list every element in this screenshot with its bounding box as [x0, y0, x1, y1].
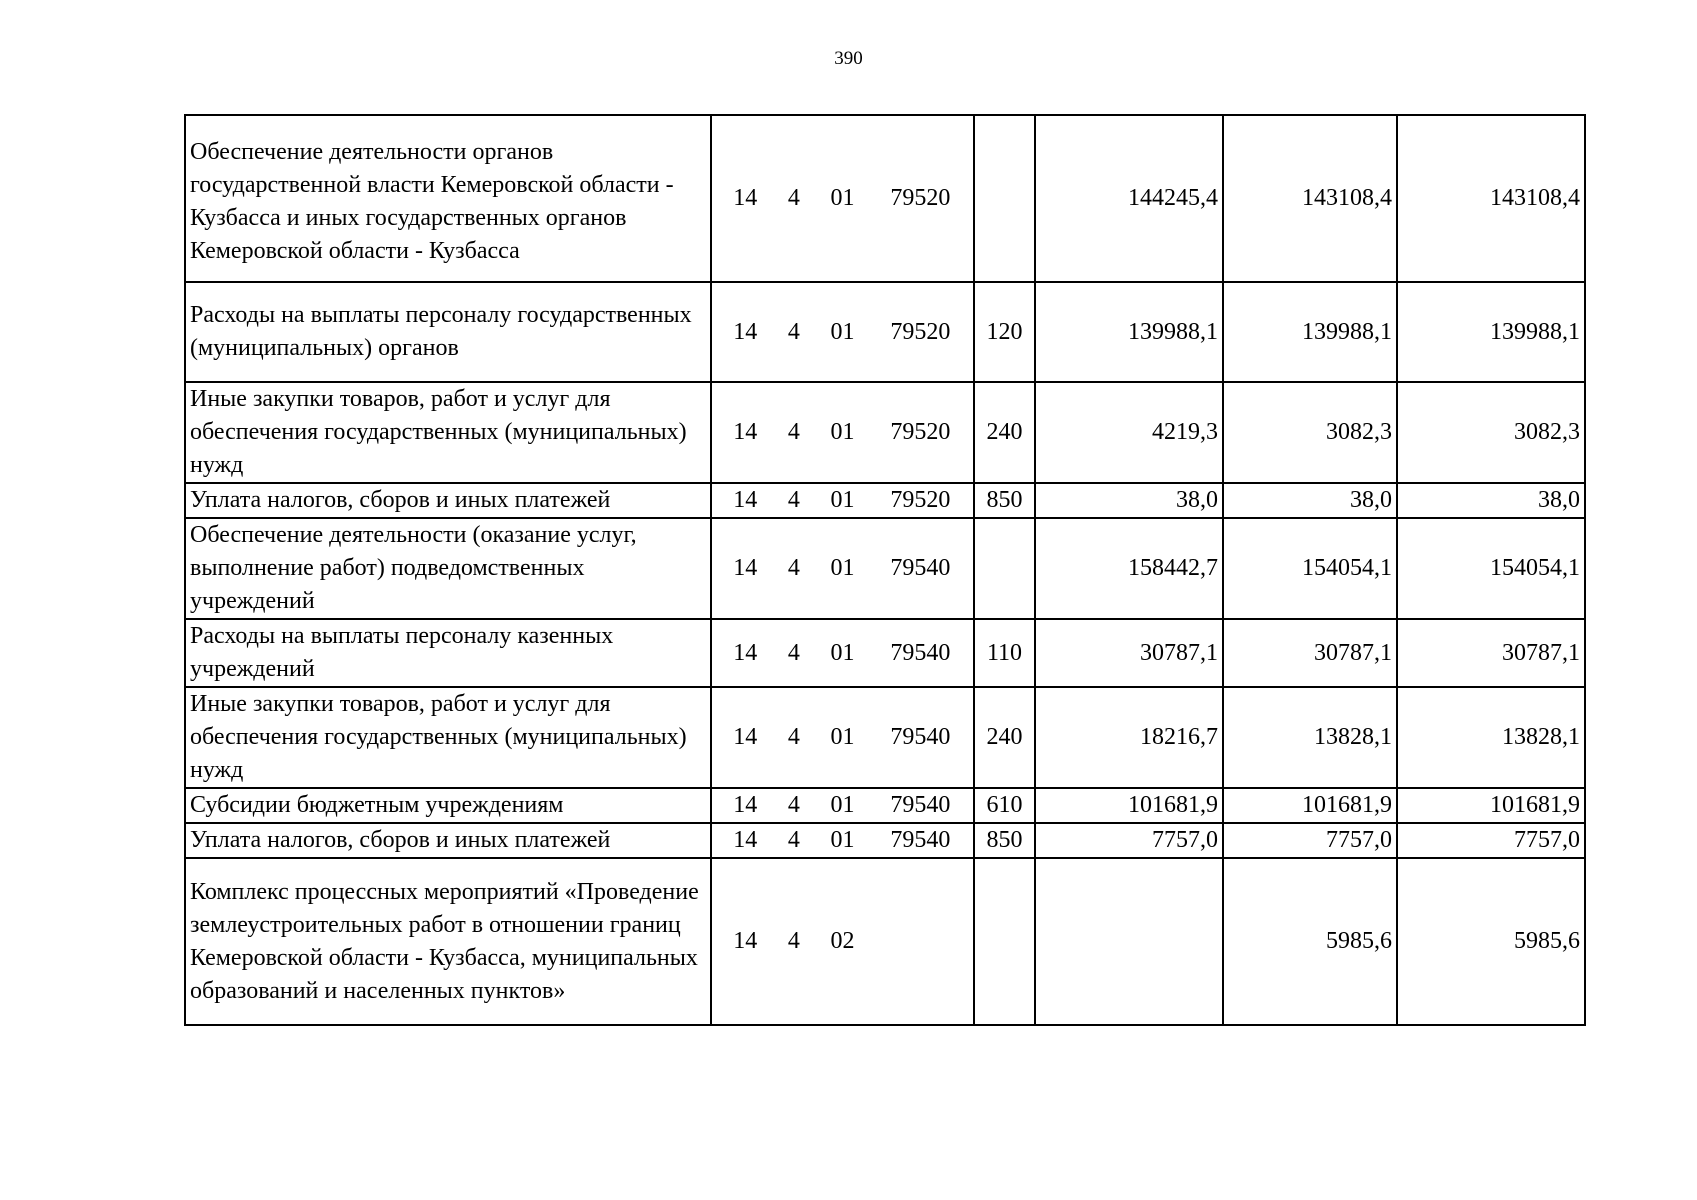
amount-year-3: 143108,4 — [1397, 115, 1585, 282]
amount-year-2: 101681,9 — [1223, 788, 1397, 823]
code-4: 79520 — [890, 419, 951, 445]
expense-type-code: 610 — [974, 788, 1035, 823]
code-3: 01 — [830, 419, 855, 445]
amount-year-3: 101681,9 — [1397, 788, 1585, 823]
amount-year-2: 13828,1 — [1223, 687, 1397, 788]
code-1: 14 — [733, 487, 758, 513]
code-4: 79540 — [890, 555, 951, 581]
amount-year-3: 30787,1 — [1397, 619, 1585, 687]
row-name: Уплата налогов, сборов и иных платежей — [185, 483, 711, 518]
code-3: 01 — [830, 724, 855, 750]
table-row — [185, 788, 1585, 823]
code-3: 01 — [830, 639, 855, 666]
amount-year-3: 13828,1 — [1397, 687, 1585, 788]
code-cell — [711, 687, 974, 788]
table-row — [185, 382, 1585, 483]
code-1: 14 — [733, 827, 758, 853]
amount-year-2: 30787,1 — [1223, 619, 1397, 687]
amount-year-1: 158442,7 — [1035, 518, 1223, 619]
code-4: 79520 — [890, 185, 951, 211]
amount-year-1: 30787,1 — [1035, 619, 1223, 687]
expense-type-code: 850 — [974, 823, 1035, 858]
row-name: Иные закупки товаров, работ и услуг для обеспечения государственных (муниципальных) нужд — [185, 382, 711, 483]
code-cell — [711, 115, 974, 282]
amount-year-3: 3082,3 — [1397, 382, 1585, 483]
code-cell — [711, 858, 974, 1025]
code-1: 14 — [733, 928, 758, 954]
amount-year-3: 7757,0 — [1397, 823, 1585, 858]
code-1: 14 — [733, 555, 758, 581]
code-2: 4 — [787, 318, 800, 345]
code-1: 14 — [733, 318, 758, 345]
code-2: 4 — [787, 419, 800, 445]
amount-year-2: 143108,4 — [1223, 115, 1397, 282]
code-cell — [711, 483, 974, 518]
table-row — [185, 518, 1585, 619]
table-row — [185, 483, 1585, 518]
amount-year-2: 38,0 — [1223, 483, 1397, 518]
code-3: 01 — [830, 792, 855, 818]
code-1: 14 — [733, 419, 758, 445]
amount-year-1: 18216,7 — [1035, 687, 1223, 788]
code-4: 79520 — [890, 487, 951, 513]
amount-year-1: 101681,9 — [1035, 788, 1223, 823]
page-number: 390 — [834, 48, 863, 69]
amount-year-3: 154054,1 — [1397, 518, 1585, 619]
amount-year-1: 7757,0 — [1035, 823, 1223, 858]
code-2: 4 — [787, 487, 800, 513]
row-name: Субсидии бюджетным учреждениям — [185, 788, 711, 823]
code-3: 01 — [830, 827, 855, 853]
table-row — [185, 823, 1585, 858]
amount-year-1: 144245,4 — [1035, 115, 1223, 282]
code-3: 01 — [830, 185, 855, 211]
row-name: Иные закупки товаров, работ и услуг для обеспечения государственных (муниципальных) нужд — [185, 687, 711, 788]
row-name: Расходы на выплаты персоналу государственных (муниципальных) органов — [185, 282, 711, 382]
code-2: 4 — [787, 928, 800, 954]
code-1: 14 — [733, 792, 758, 818]
amount-year-2: 154054,1 — [1223, 518, 1397, 619]
code-cell — [711, 382, 974, 483]
code-cell — [711, 282, 974, 382]
row-name: Обеспечение деятельности (оказание услуг, выполнение работ) подведомственных учреждений — [185, 518, 711, 619]
code-2: 4 — [787, 827, 800, 853]
code-cell — [711, 823, 974, 858]
table-row — [185, 619, 1585, 687]
code-3: 01 — [830, 555, 855, 581]
code-2: 4 — [787, 555, 800, 581]
amount-year-2: 3082,3 — [1223, 382, 1397, 483]
code-cell — [711, 788, 974, 823]
expense-type-code — [974, 518, 1035, 619]
amount-year-1: 38,0 — [1035, 483, 1223, 518]
budget-table — [184, 114, 1586, 1026]
code-1: 14 — [733, 724, 758, 750]
code-4: 79540 — [890, 724, 951, 750]
expense-type-code: 120 — [974, 282, 1035, 382]
amount-year-1: 139988,1 — [1035, 282, 1223, 382]
amount-year-2: 5985,6 — [1223, 858, 1397, 1025]
expense-type-code: 850 — [974, 483, 1035, 518]
amount-year-3: 139988,1 — [1397, 282, 1585, 382]
code-cell — [711, 619, 974, 687]
expense-type-code: 240 — [974, 687, 1035, 788]
code-cell — [711, 518, 974, 619]
amount-year-2: 139988,1 — [1223, 282, 1397, 382]
amount-year-1 — [1035, 858, 1223, 1025]
code-3: 01 — [830, 318, 855, 345]
table-row — [185, 282, 1585, 382]
row-name: Уплата налогов, сборов и иных платежей — [185, 823, 711, 858]
expense-type-code — [974, 115, 1035, 282]
amount-year-1: 4219,3 — [1035, 382, 1223, 483]
code-2: 4 — [787, 792, 800, 818]
code-2: 4 — [787, 185, 800, 211]
row-name: Обеспечение деятельности органов государственной власти Кемеровской области - Кузбасса и иных государственных органов Кемеровской области - Кузбасса — [185, 115, 711, 282]
code-3: 02 — [830, 928, 855, 954]
expense-type-code: 240 — [974, 382, 1035, 483]
code-4: 79540 — [890, 827, 951, 853]
code-2: 4 — [787, 724, 800, 750]
code-2: 4 — [787, 639, 800, 666]
amount-year-2: 7757,0 — [1223, 823, 1397, 858]
row-name: Расходы на выплаты персоналу казенных учреждений — [185, 619, 711, 687]
code-1: 14 — [733, 185, 758, 211]
table-row — [185, 858, 1585, 1025]
code-4: 79540 — [890, 639, 951, 666]
expense-type-code: 110 — [974, 619, 1035, 687]
expense-type-code — [974, 858, 1035, 1025]
table-row — [185, 115, 1585, 282]
code-3: 01 — [830, 487, 855, 513]
table-row — [185, 687, 1585, 788]
code-4: 79540 — [890, 792, 951, 818]
code-4: 79520 — [890, 318, 951, 345]
row-name: Комплекс процессных мероприятий «Проведение землеустроительных работ в отношении границ Кемеровской области - Кузбасса, муниципальных образований и населенных пунктов» — [185, 858, 711, 1025]
amount-year-3: 5985,6 — [1397, 858, 1585, 1025]
code-1: 14 — [733, 639, 758, 666]
amount-year-3: 38,0 — [1397, 483, 1585, 518]
